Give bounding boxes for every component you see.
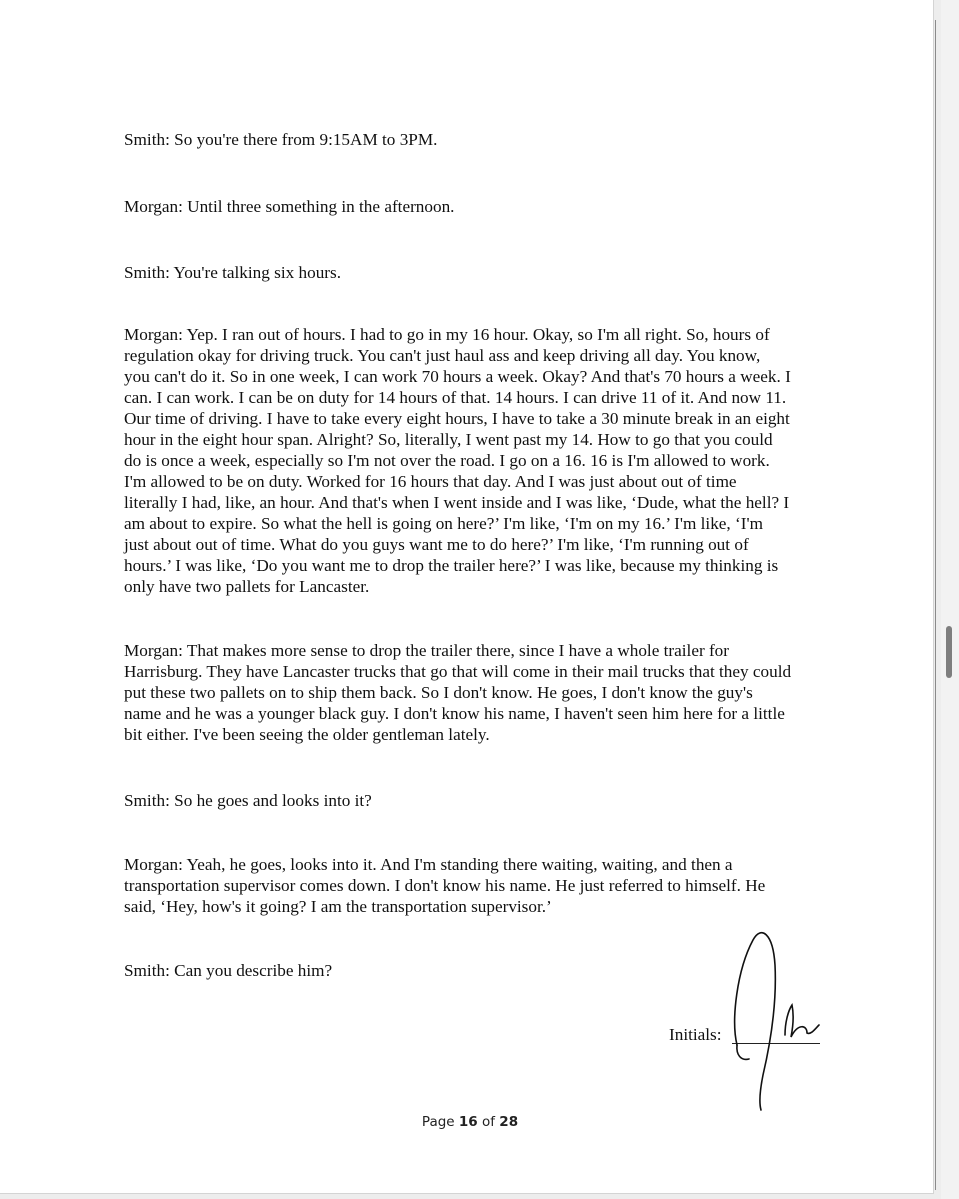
transcript-line-smith: Smith: So you're there from 9:15AM to 3PM.	[124, 130, 438, 149]
transcript-line-smith: Smith: So he goes and looks into it?	[124, 791, 372, 810]
scrollbar-thumb[interactable]	[946, 626, 952, 678]
page-number	[0, 1114, 940, 1130]
page-label: Page	[421, 1114, 455, 1130]
page-edge-line	[935, 20, 936, 1190]
handwritten-initials-signature	[715, 925, 835, 1115]
of-label: of	[481, 1114, 495, 1130]
scrollbar-track[interactable]	[941, 0, 959, 1199]
transcript-paragraph-morgan: Morgan: Yep. I ran out of hours. I had to go in my 16 hour. Okay, so I'm all right. So, hours of regulation okay for driving truck. You can't just haul ass and keep driving all day. You know, you can't do it. So in one week, I can work 70 hours a week. Okay? And that's 70 hours a week. I can. I can work. I can be on duty for 14 hours of that. 14 hours. I can drive 11 of it. And now 11. Our time of driving. I have to take every eight hours, I have to take a 30 minute break in an eight hour in the eight hour span. Alright? So, literally, I went past my 14. How to go that you could do is once a week, especially so I'm not over the road. I go on a 16. 16 is I'm allowed to work. I'm allowed to be on duty. Worked for 16 hours that day. And I was just about out of time literally I had, like, an hour. And that's when I went inside and I was like, ‘Dude, what the hell? I am about to expire. So what the hell is going on here?’ I'm like, ‘I'm on my 16.’ I'm like, ‘I'm just about out of time. What do you guys want me to do here?’ I'm like, ‘I'm running out of hours.’ I was like, ‘Do you want me to drop the trailer here?’ I was like, because my thinking is only have two pallets for Lancaster.	[124, 325, 791, 596]
transcript-line-morgan: Morgan: Until three something in the afternoon.	[124, 197, 455, 216]
transcript-paragraph-morgan: Morgan: That makes more sense to drop the trailer there, since I have a whole trailer for Harrisburg. They have Lancaster trucks that go that will come in their mail trucks that they could put these two pallets on to ship them back. So I don't know. He goes, I don't know the guy's name and he was a younger black guy. I don't know his name, I haven't seen him here for a little bit either. I've been seeing the older gentleman lately.	[124, 641, 792, 744]
total-pages-number: 28	[499, 1114, 519, 1130]
initials-label: Initials:	[669, 1025, 722, 1044]
transcript-line-smith: Smith: You're talking six hours.	[124, 263, 342, 282]
transcript-line-smith: Smith: Can you describe him?	[124, 961, 333, 980]
current-page-number: 16	[458, 1114, 478, 1130]
transcript-paragraph-morgan: Morgan: Yeah, he goes, looks into it. And I'm standing there waiting, waiting, and then a transportation supervisor comes down. I don't know his name. He just referred to himself. He said, ‘Hey, how's it going? I am the transportation supervisor.’	[124, 855, 766, 916]
